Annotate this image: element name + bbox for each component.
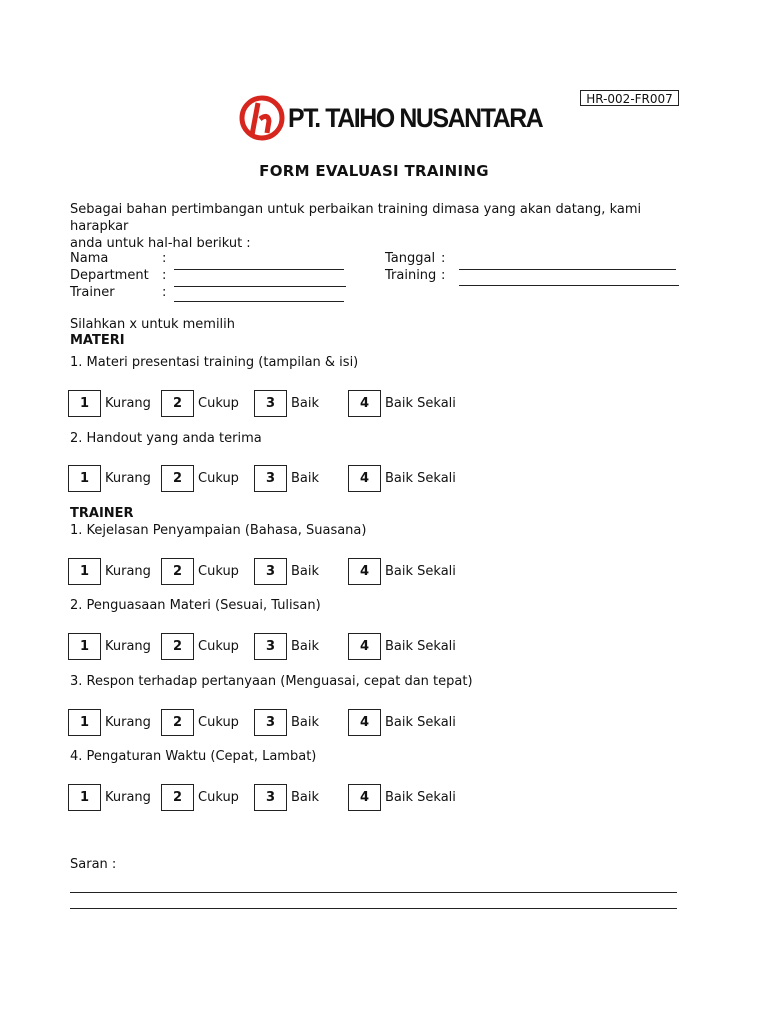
rating-label-3: Baik — [291, 471, 320, 486]
trainer-input-line[interactable] — [174, 301, 344, 302]
rating-box-4[interactable]: 4 — [348, 465, 381, 492]
field-label: Trainer — [70, 285, 115, 300]
rating-label-3: Baik — [291, 639, 320, 654]
rating-box-2[interactable]: 2 — [161, 465, 194, 492]
field-colon: : — [441, 251, 446, 266]
company-logo — [238, 95, 565, 141]
rating-label-2: Cukup — [198, 639, 239, 654]
intro-line-2: anda untuk hal-hal berikut : — [70, 236, 251, 251]
rating-label-4: Baik Sekali — [385, 564, 456, 579]
rating-label-1: Kurang — [105, 790, 151, 805]
field-label: Tanggal — [385, 251, 436, 266]
rating-label-2: Cukup — [198, 715, 239, 730]
rating-box-3[interactable]: 3 — [254, 465, 287, 492]
rating-box-3[interactable]: 3 — [254, 633, 287, 660]
rating-box-2[interactable]: 2 — [161, 709, 194, 736]
training-input-line[interactable] — [459, 285, 679, 286]
rating-label-2: Cukup — [198, 790, 239, 805]
rating-label-3: Baik — [291, 715, 320, 730]
rating-box-4[interactable]: 4 — [348, 633, 381, 660]
rating-box-1[interactable]: 1 — [68, 465, 101, 492]
rating-label-3: Baik — [291, 564, 320, 579]
rating-box-2[interactable]: 2 — [161, 633, 194, 660]
rating-label-1: Kurang — [105, 715, 151, 730]
rating-box-3[interactable]: 3 — [254, 390, 287, 417]
rating-label-4: Baik Sekali — [385, 471, 456, 486]
question-trainer-4: 4. Pengaturan Waktu (Cepat, Lambat) — [70, 749, 317, 764]
rating-label-1: Kurang — [105, 396, 151, 411]
field-colon: : — [162, 251, 167, 266]
intro-line-1: Sebagai bahan pertimbangan untuk perbaikan training dimasa yang akan datang, kami harapkar — [70, 202, 642, 234]
field-colon: : — [162, 268, 167, 283]
question-materi-1: 1. Materi presentasi training (tampilan & isi) — [70, 355, 359, 370]
field-colon: : — [162, 285, 167, 300]
rating-label-3: Baik — [291, 790, 320, 805]
rating-box-1[interactable]: 1 — [68, 709, 101, 736]
field-label: Department — [70, 268, 149, 283]
rating-label-1: Kurang — [105, 471, 151, 486]
saran-input-line-1[interactable] — [70, 892, 677, 893]
field-label: Nama — [70, 251, 109, 266]
rating-label-4: Baik Sekali — [385, 790, 456, 805]
saran-input-line-2[interactable] — [70, 908, 677, 909]
section-heading-materi: MATERI — [70, 333, 125, 348]
rating-box-4[interactable]: 4 — [348, 784, 381, 811]
intro-text — [70, 201, 690, 252]
rating-box-1[interactable]: 1 — [68, 784, 101, 811]
rating-box-1[interactable]: 1 — [68, 558, 101, 585]
rating-label-4: Baik Sekali — [385, 715, 456, 730]
document-code: HR-002-FR007 — [580, 90, 679, 106]
section-heading-trainer: TRAINER — [70, 506, 134, 521]
rating-box-1[interactable]: 1 — [68, 633, 101, 660]
rating-box-2[interactable]: 2 — [161, 558, 194, 585]
rating-label-2: Cukup — [198, 396, 239, 411]
rating-label-1: Kurang — [105, 639, 151, 654]
form-title: FORM EVALUASI TRAINING — [259, 162, 489, 180]
department-input-line[interactable] — [174, 286, 346, 287]
company-name: PT. TAIHO NUSANTARA — [288, 102, 543, 133]
saran-label: Saran : — [70, 857, 117, 872]
rating-box-4[interactable]: 4 — [348, 390, 381, 417]
rating-label-4: Baik Sekali — [385, 396, 456, 411]
instruction-text: Silahkan x untuk memilih — [70, 317, 236, 332]
nama-input-line[interactable] — [174, 269, 344, 270]
rating-label-2: Cukup — [198, 471, 239, 486]
question-trainer-3: 3. Respon terhadap pertanyaan (Menguasai, cepat dan tepat) — [70, 674, 473, 689]
rating-label-4: Baik Sekali — [385, 639, 456, 654]
question-trainer-1: 1. Kejelasan Penyampaian (Bahasa, Suasana) — [70, 523, 367, 538]
field-colon: : — [441, 268, 446, 283]
rating-box-1[interactable]: 1 — [68, 390, 101, 417]
rating-box-2[interactable]: 2 — [161, 784, 194, 811]
tanggal-input-line[interactable] — [459, 269, 676, 270]
rating-label-1: Kurang — [105, 564, 151, 579]
field-label: Training — [385, 268, 437, 283]
rating-box-2[interactable]: 2 — [161, 390, 194, 417]
rating-box-4[interactable]: 4 — [348, 709, 381, 736]
rating-box-3[interactable]: 3 — [254, 709, 287, 736]
question-trainer-2: 2. Penguasaan Materi (Sesuai, Tulisan) — [70, 598, 321, 613]
rating-box-4[interactable]: 4 — [348, 558, 381, 585]
rating-box-3[interactable]: 3 — [254, 558, 287, 585]
rating-label-3: Baik — [291, 396, 320, 411]
rating-label-2: Cukup — [198, 564, 239, 579]
question-materi-2: 2. Handout yang anda terima — [70, 431, 262, 446]
taiho-logo-icon — [238, 95, 286, 141]
rating-box-3[interactable]: 3 — [254, 784, 287, 811]
